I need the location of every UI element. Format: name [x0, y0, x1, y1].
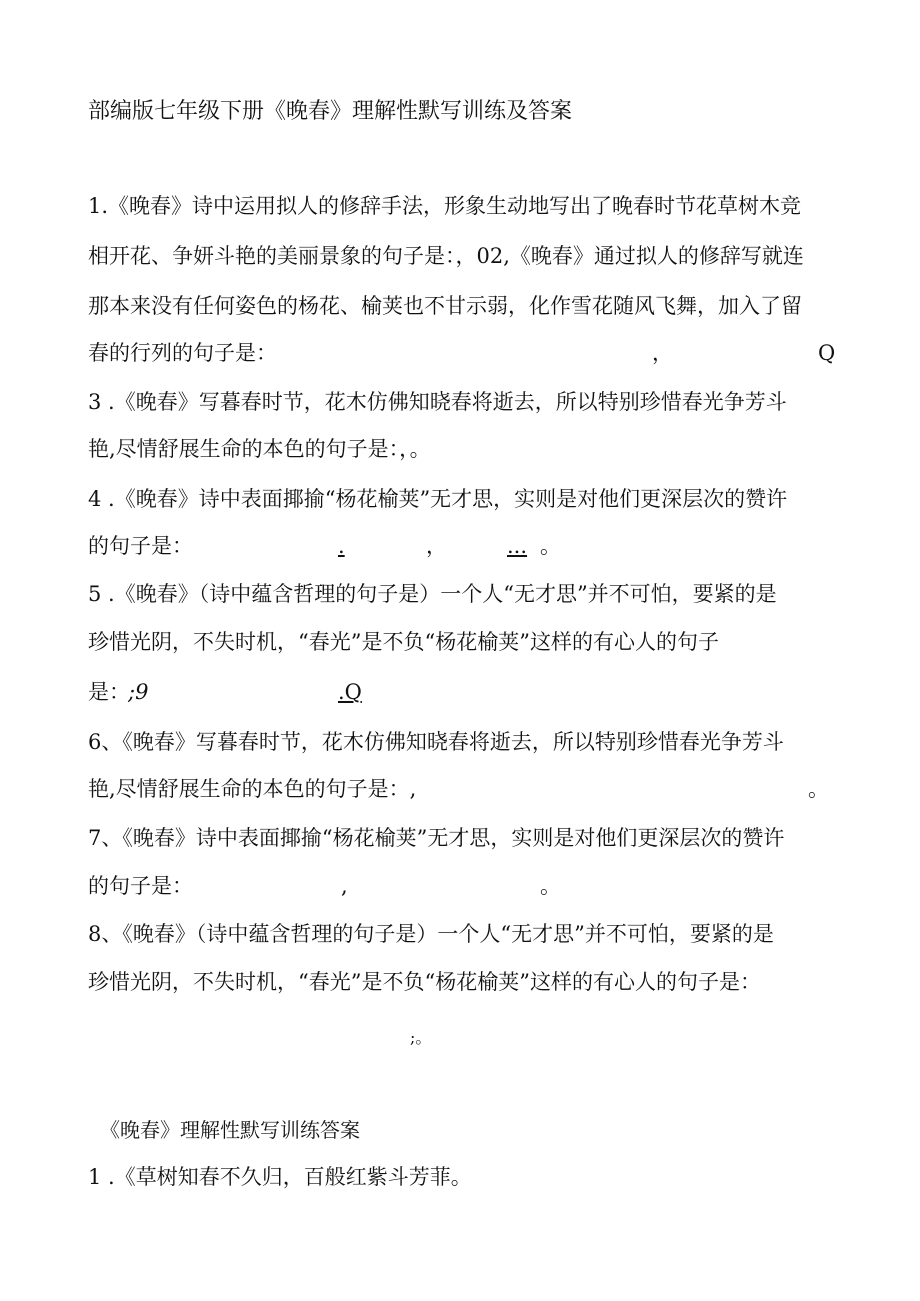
- question-5-line-3: 是：: [88, 680, 130, 704]
- question-4-line-2: 的句子是：: [88, 534, 193, 558]
- question-1-line-2: 相开花、争妍斗艳的美丽景象的句子是：，02,《晚春》通过拟人的修辞写就连: [88, 244, 804, 268]
- answer-blank-end: ;。: [410, 1028, 432, 1047]
- question-5-line-1: 5 .《晚春》（诗中蕴含哲理的句子是）一个人“无才思”并不可怕，要紧的是: [88, 582, 777, 606]
- question-7-line-1: 7、《晚春》诗中表面揶揄“杨花榆荚”无才思，实则是对他们更深层次的赞许: [88, 826, 785, 850]
- answer-blank-mark: ;9: [128, 680, 149, 704]
- answer-blank-end: Q: [818, 341, 836, 365]
- answer-blank-end: 。: [540, 534, 561, 558]
- question-1-line-4: 春的行列的句子是：: [88, 341, 277, 365]
- answer-blank-end: 。: [540, 874, 561, 898]
- question-7-line-2: 的句子是：: [88, 874, 193, 898]
- question-1-line-3: 那本来没有任何姿色的杨花、榆荚也不甘示弱，化作雪花随风飞舞，加入了留: [88, 294, 802, 318]
- page-title: 部编版七年级下册《晚春》理解性默写训练及答案: [88, 99, 573, 124]
- question-3-line-2: 艳,尽情舒展生命的本色的句子是：，。: [88, 437, 431, 461]
- answer-blank-separator: ,: [341, 874, 348, 898]
- answer-blank-mark: .: [338, 534, 345, 558]
- answer-blank-end: 。: [808, 777, 829, 801]
- question-8-line-2: 珍惜光阴，不失时机，“春光”是不负“杨花榆荚”这样的有心人的句子是：: [88, 970, 761, 994]
- question-5-line-2: 珍惜光阴，不失时机，“春光”是不负“杨花榆荚”这样的有心人的句子: [88, 630, 719, 654]
- answer-blank-mark: ...: [507, 534, 528, 558]
- question-8-line-1: 8、《晚春》（诗中蕴含哲理的句子是）一个人“无才思”并不可怕，要紧的是: [88, 922, 774, 946]
- question-1-line-1: 1.《晚春》诗中运用拟人的修辞手法，形象生动地写出了晚春时节花草树木竞: [88, 194, 802, 218]
- question-6-line-1: 6、《晚春》写暮春时节，花木仿佛知晓春将逝去，所以特别珍惜春光争芳斗: [88, 730, 784, 754]
- answer-blank-end: .Q: [338, 680, 362, 704]
- answer-blank-separator: ，: [652, 341, 673, 365]
- answer-blank-separator: ，: [426, 534, 447, 558]
- question-3-line-1: 3 .《晚春》写暮春时节，花木仿佛知晓春将逝去，所以特别珍惜春光争芳斗: [88, 390, 787, 414]
- question-4-line-1: 4 .《晚春》诗中表面揶揄“杨花榆荚”无才思，实则是对他们更深层次的赞许: [88, 487, 788, 511]
- answers-heading: 《晚春》理解性默写训练答案: [100, 1118, 360, 1142]
- question-6-line-2: 艳,尽情舒展生命的本色的句子是：,: [88, 777, 417, 801]
- answer-1: 1 .《草树知春不久归，百般红紫斗芳菲。: [88, 1165, 472, 1189]
